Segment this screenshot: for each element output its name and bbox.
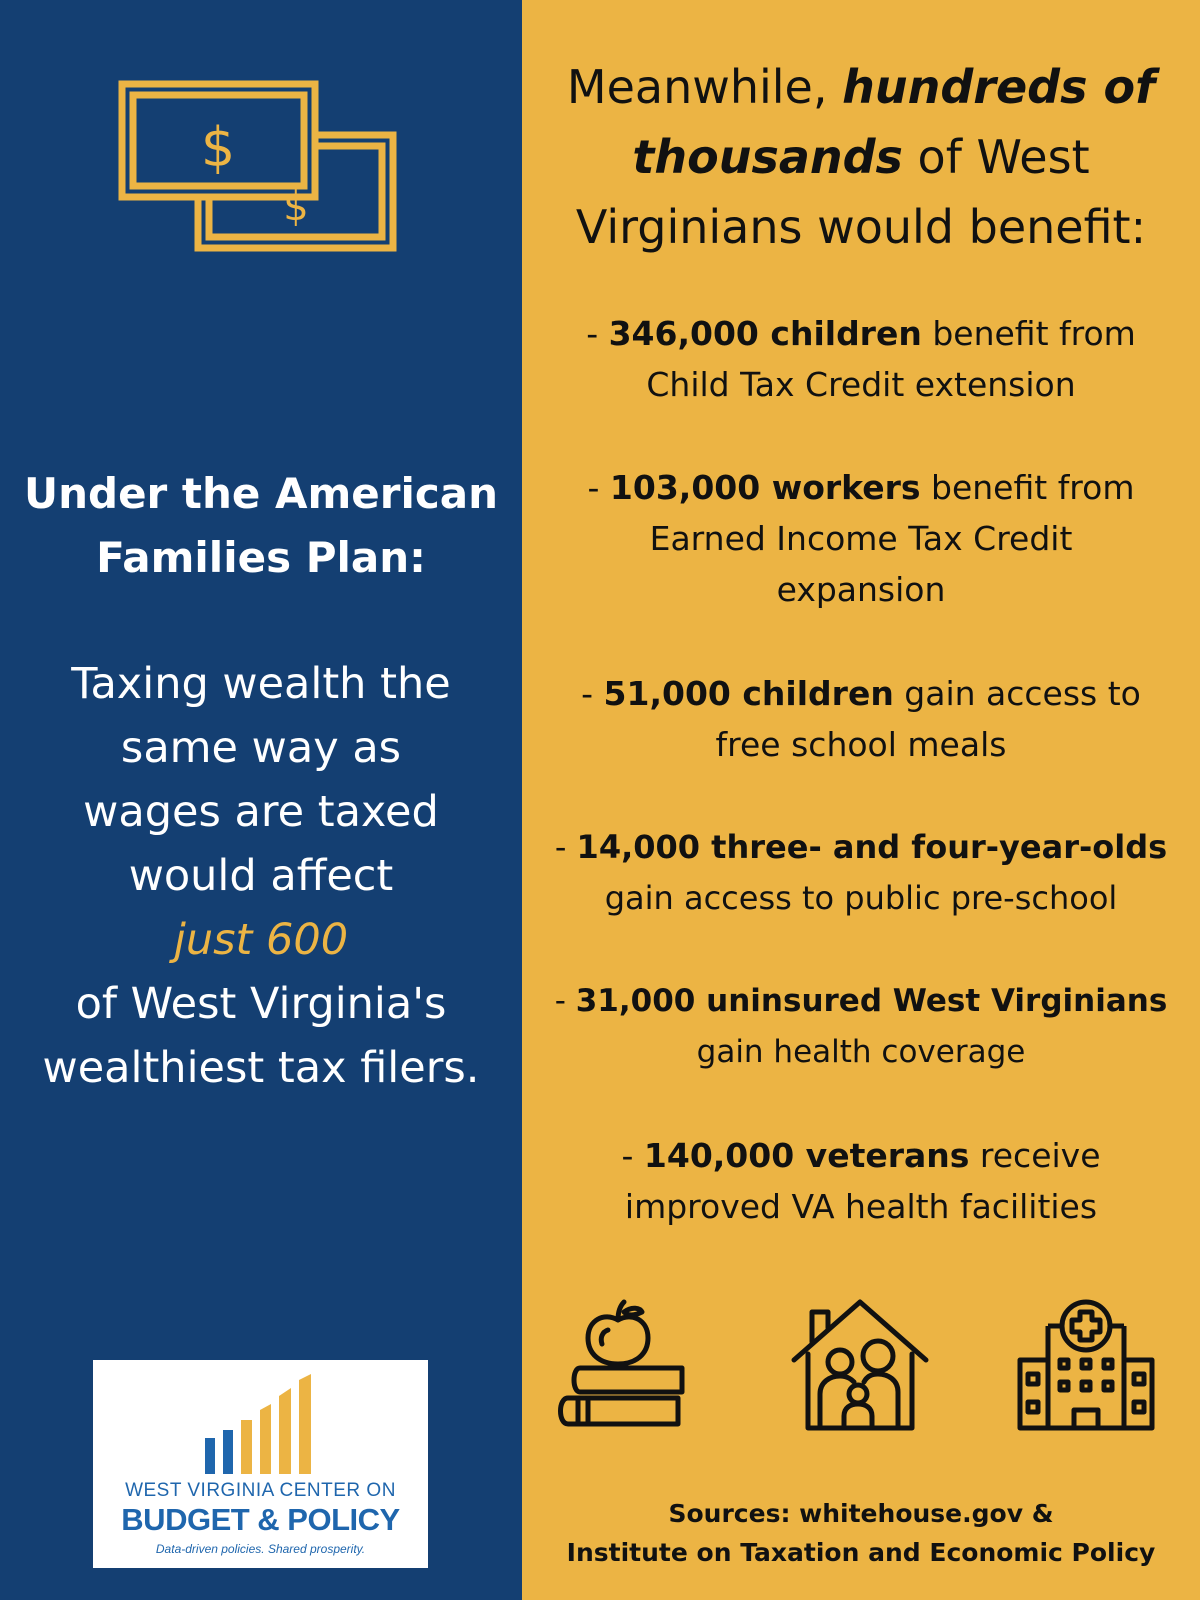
benefit-item <box>522 462 1200 615</box>
item-prefix: - <box>554 983 576 1019</box>
headline-post: of West <box>902 130 1090 184</box>
logo-text-line2: BUDGET & POLICY <box>121 1502 400 1537</box>
hospital-icon <box>1016 1298 1156 1433</box>
benefit-item <box>522 1130 1200 1232</box>
headline-line-3: Virginians would benefit: <box>575 200 1147 254</box>
item-text: expansion <box>776 570 946 609</box>
logo-tagline: Data-driven policies. Shared prosperity. <box>155 1542 366 1556</box>
item-prefix: - <box>587 468 610 507</box>
item-text: gain access to <box>893 674 1141 713</box>
item-text: gain access to public pre-school <box>604 879 1118 917</box>
item-text: benefit from <box>921 314 1136 353</box>
right-panel <box>522 0 1200 1600</box>
benefit-item <box>522 668 1200 770</box>
item-bold: 346,000 children <box>608 314 922 353</box>
item-bold: 103,000 workers <box>609 468 921 507</box>
heading-line-2: Families Plan: <box>96 533 426 582</box>
statement-line: wages are taxed <box>83 787 439 837</box>
item-prefix: - <box>621 1136 644 1175</box>
money-icon <box>118 80 403 260</box>
statement-line: wealthiest tax filers. <box>42 1043 480 1093</box>
sources-line-2: Institute on Taxation and Economic Policy <box>566 1538 1156 1567</box>
bar-chart-logo-icon <box>205 1374 315 1474</box>
statement-line: same way as <box>120 723 402 773</box>
item-text: benefit from <box>920 468 1135 507</box>
apple-books-icon <box>548 1298 688 1433</box>
item-bold: 31,000 uninsured West Virginians <box>575 983 1168 1019</box>
item-prefix: - <box>581 674 604 713</box>
statement-line: would affect <box>128 851 394 901</box>
item-text: Child Tax Credit extension <box>646 365 1076 404</box>
logo-text-line1: WEST VIRGINIA CENTER ON <box>125 1480 396 1501</box>
svg-text:$: $ <box>283 184 309 230</box>
statement-line: of West Virginia's <box>75 979 447 1029</box>
wvcbp-logo <box>93 1360 428 1568</box>
benefit-icons-row <box>522 1298 1200 1438</box>
benefit-item <box>522 976 1200 1078</box>
statement-line: Taxing wealth the <box>71 659 451 709</box>
item-bold: 14,000 three- and four-year-olds <box>576 828 1168 866</box>
item-text: improved VA health facilities <box>624 1187 1098 1226</box>
benefit-item <box>522 308 1200 410</box>
item-prefix: - <box>554 828 577 866</box>
item-text: Earned Income Tax Credit <box>649 519 1073 558</box>
item-text: gain health coverage <box>696 1034 1026 1070</box>
headline-bold-2: thousands <box>632 130 903 184</box>
svg-text:$: $ <box>200 116 236 179</box>
family-house-icon <box>790 1298 930 1433</box>
headline-pre: Meanwhile, <box>566 60 843 114</box>
left-panel <box>0 0 522 1600</box>
sources-note <box>522 1494 1200 1572</box>
highlight-just-600: just 600 <box>173 915 349 965</box>
wealth-tax-statement <box>0 652 522 1100</box>
item-bold: 51,000 children <box>603 674 894 713</box>
heading-line-1: Under the American <box>24 469 498 518</box>
sources-line-1: Sources: whitehouse.gov & <box>668 1499 1054 1528</box>
item-text: free school meals <box>715 725 1007 764</box>
item-prefix: - <box>586 314 609 353</box>
plan-heading <box>0 462 522 590</box>
benefit-item <box>522 822 1200 924</box>
item-bold: 140,000 veterans <box>643 1136 970 1175</box>
headline-bold-1: hundreds of <box>842 60 1156 114</box>
benefit-headline <box>522 52 1200 262</box>
item-text: receive <box>969 1136 1101 1175</box>
